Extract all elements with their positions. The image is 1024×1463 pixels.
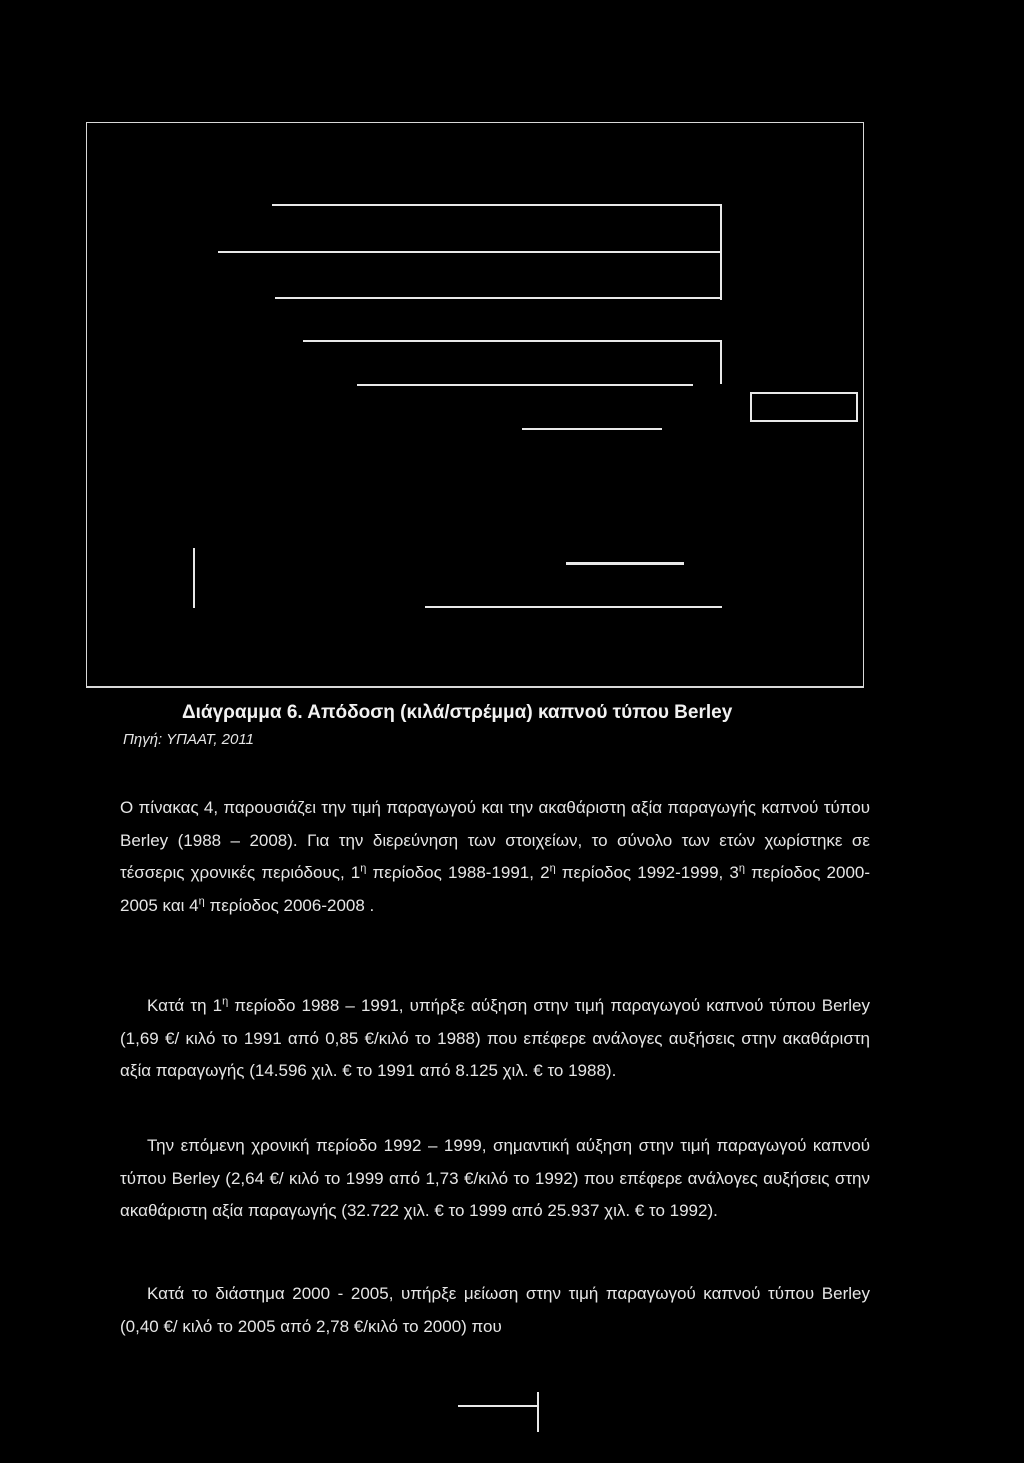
figure-caption: Διάγραμμα 6. Απόδοση (κιλά/στρέμμα) καπνού τύπου Berley bbox=[182, 702, 733, 723]
figure-source: Πηγή: ΥΠΑΑΤ, 2011 bbox=[123, 731, 254, 748]
figure-frame bbox=[86, 122, 864, 688]
paragraph-3: Την επόμενη χρονική περίοδο 1992 – 1999, σημαντική αύξηση στην τιμή παραγωγού καπνού τύπου Berley (2,64 €/ κιλό το 1999 από 1,73 €/κιλό το 1992) που επέφερε ανάλογες αυξήσεις στην ακαθάριστη αξία παραγωγής (32.722 χιλ. € το 1999 από 25.937 χιλ. € το 1992). bbox=[120, 1136, 870, 1220]
paragraph-1: Ο πίνακας 4, παρουσιάζει την τιμή παραγωγού και την ακαθάριστη αξία παραγωγής καπνού τύπου Berley (1988 – 2008). Για την διερεύνηση των στοιχείων, το σύνολο των ετών χωρίστηκε σε τέσσερις χρονικές περιόδους, $1^\eta$ περίοδος 1988-1991, $2^\eta$ περίοδος 1992-1999, $3^\eta$ περίοδος 2000-2005 και $4^\eta$ περίοδος 2006-2008 . bbox=[120, 798, 871, 915]
paragraph-4: Κατά το διάστημα 2000 - 2005, υπήρξε μείωση στην τιμή παραγωγού καπνού τύπου Berley (0,40 €/ κιλό το 2005 από 2,78 €/κιλό το 2000) που bbox=[120, 1284, 870, 1336]
paragraph-2: Κατά τη $1^\eta$ περίοδο 1988 – 1991, υπήρξε αύξηση στην τιμή παραγωγού καπνού τύπου Berley (1,69 €/ κιλό το 1991 από 0,85 €/κιλό το 1988) που επέφερε ανάλογες αυξήσεις στην ακαθάριστη αξία παραγωγής (14.596 χιλ. € το 1991 από 8.125 χιλ. € το 1988). bbox=[120, 995, 870, 1080]
